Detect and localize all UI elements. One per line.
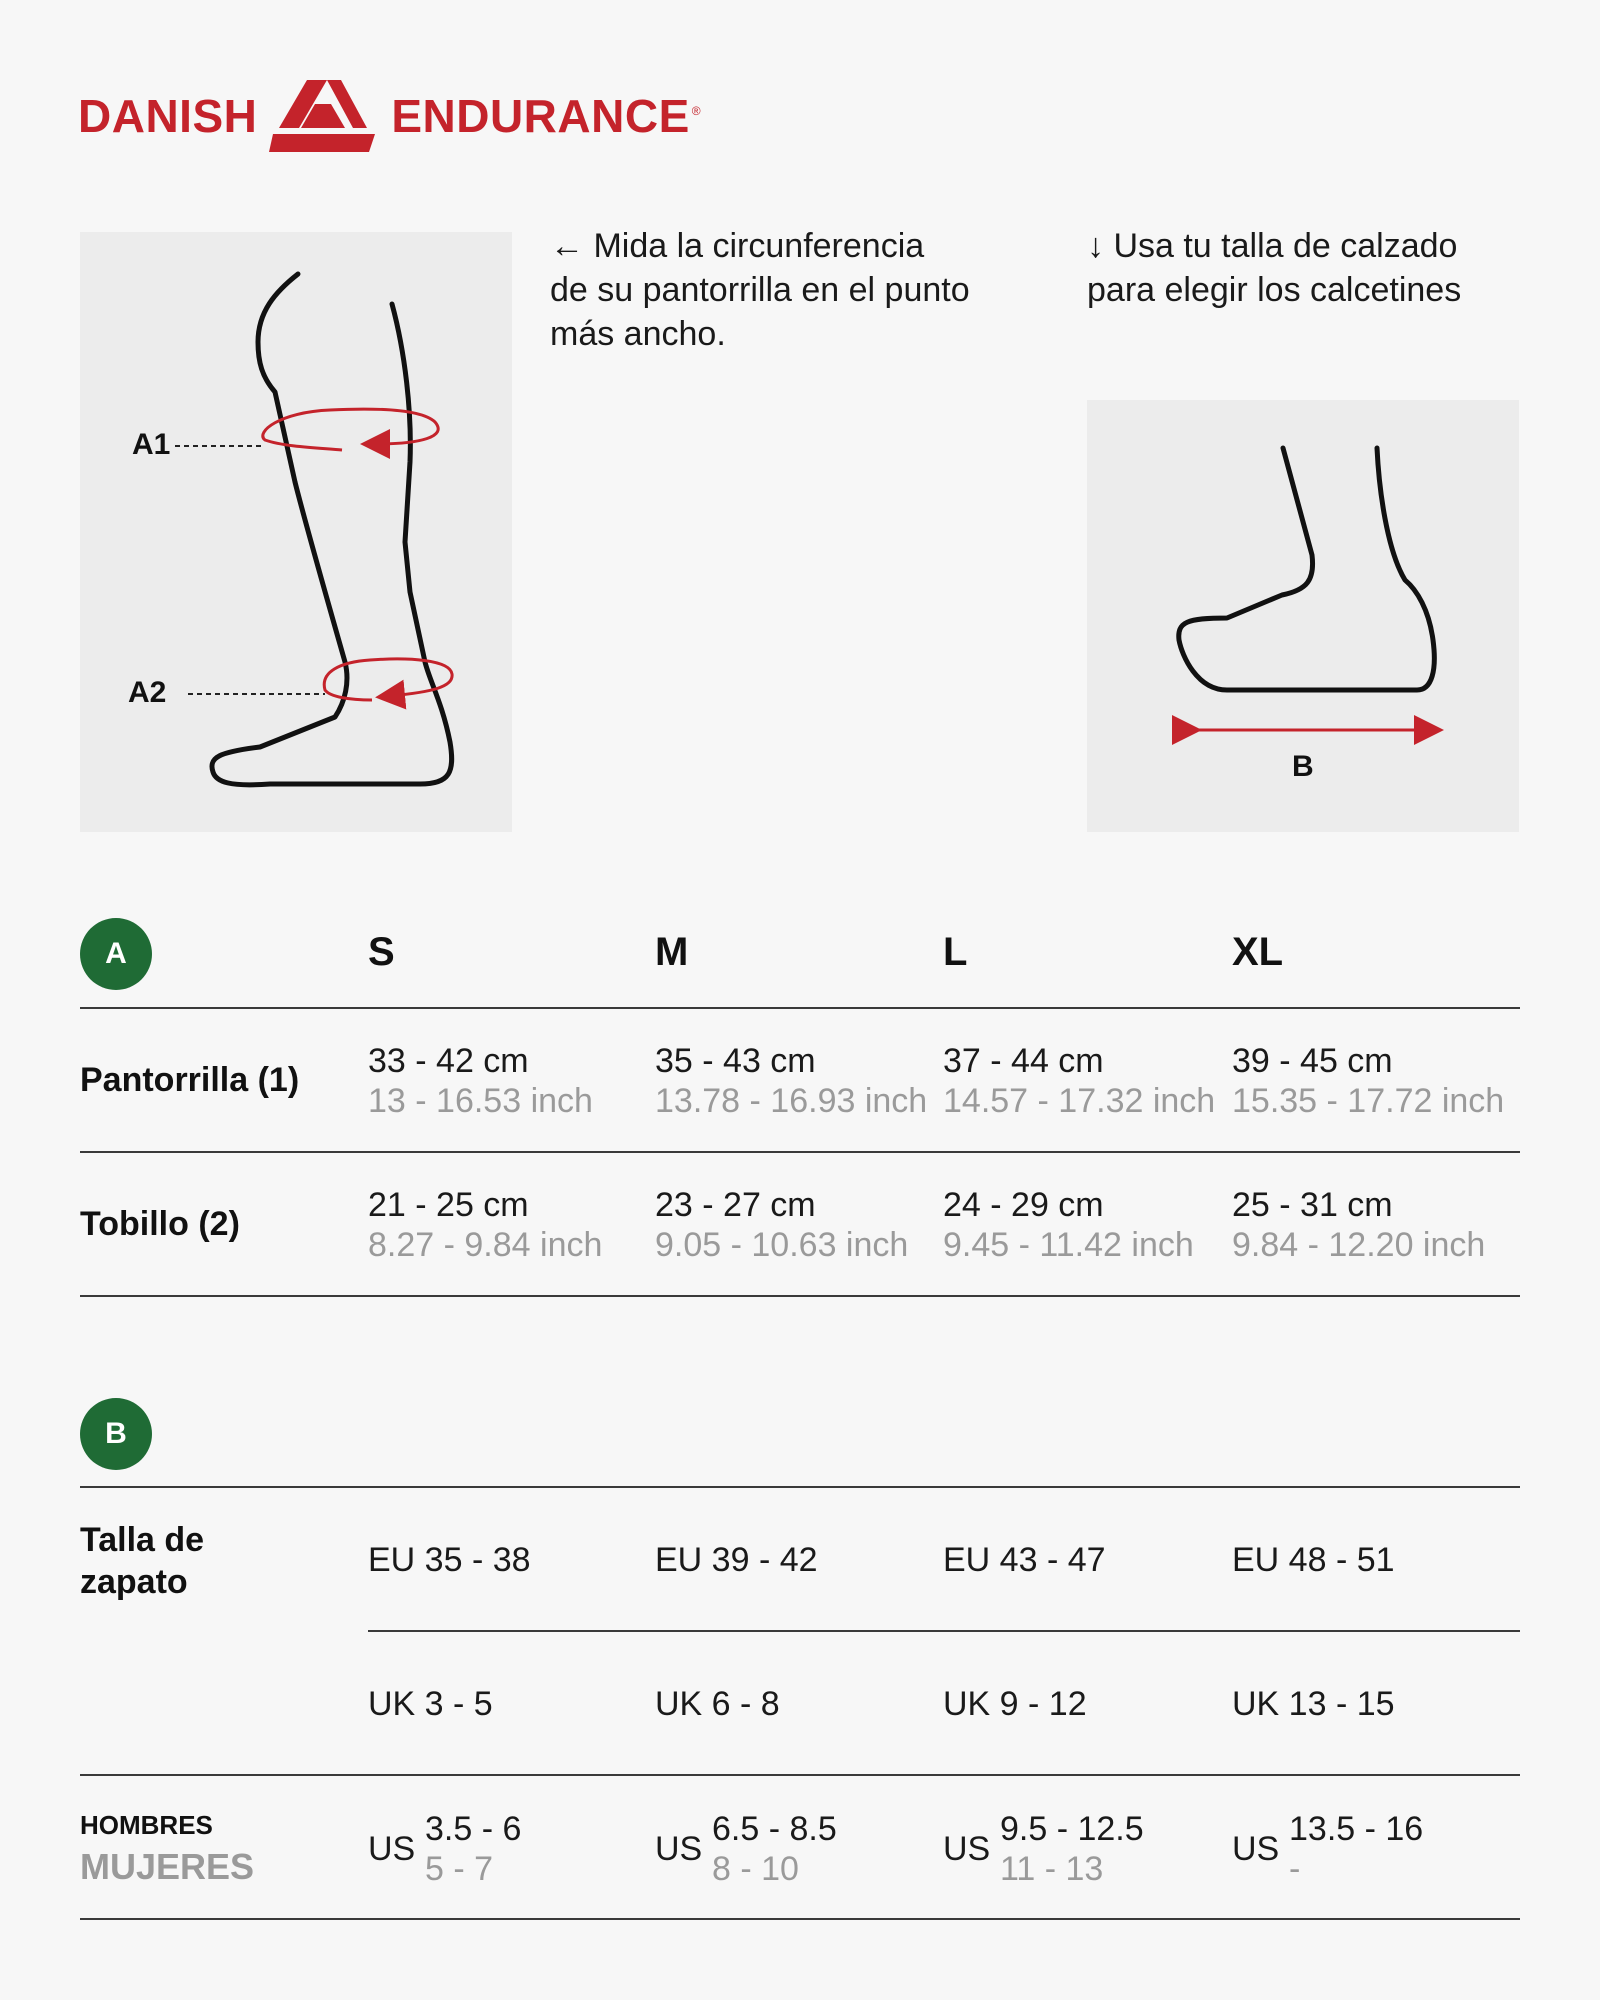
brand-name-left: DANISH bbox=[78, 90, 258, 142]
calf-s-inch: 13 - 16.53 inch bbox=[368, 1082, 593, 1120]
calf-s-cm: 33 - 42 cm bbox=[368, 1042, 529, 1080]
label-a1: A1 bbox=[132, 428, 171, 461]
calf-xl-inch: 15.35 - 17.72 inch bbox=[1232, 1082, 1505, 1120]
leg-outline bbox=[80, 232, 512, 832]
ankle-s-cm: 21 - 25 cm bbox=[368, 1186, 529, 1224]
divider bbox=[80, 1295, 1520, 1297]
uk-size-m: UK 6 - 8 bbox=[655, 1685, 780, 1723]
calf-instruction bbox=[550, 224, 970, 356]
us-prefix: US bbox=[943, 1830, 991, 1868]
ankle-m-cm: 23 - 27 cm bbox=[655, 1186, 816, 1224]
arrow-left-icon: ← bbox=[550, 227, 584, 265]
calf-xl-cm: 39 - 45 cm bbox=[1232, 1042, 1393, 1080]
ankle-s-inch: 8.27 - 9.84 inch bbox=[368, 1226, 603, 1264]
brand-logo bbox=[78, 76, 701, 156]
label-b: B bbox=[1292, 750, 1314, 783]
divider bbox=[80, 1774, 1520, 1776]
divider bbox=[80, 1918, 1520, 1920]
leg-illustration bbox=[80, 232, 512, 832]
foot-illustration bbox=[1087, 400, 1519, 832]
eu-size-s: EU 35 - 38 bbox=[368, 1541, 531, 1579]
row-label-shoe-size: Talla de zapato bbox=[80, 1521, 205, 1601]
us-prefix: US bbox=[368, 1830, 416, 1868]
us-women-m: 8 - 10 bbox=[712, 1850, 799, 1888]
eu-size-l: EU 43 - 47 bbox=[943, 1541, 1106, 1579]
label-men: HOMBRES bbox=[80, 1810, 213, 1840]
eu-size-m: EU 39 - 42 bbox=[655, 1541, 818, 1579]
us-men-m: 6.5 - 8.5 bbox=[712, 1810, 837, 1848]
us-men-l: 9.5 - 12.5 bbox=[1000, 1810, 1144, 1848]
ankle-l-cm: 24 - 29 cm bbox=[943, 1186, 1104, 1224]
us-men-xl: 13.5 - 16 bbox=[1289, 1810, 1424, 1848]
us-prefix: US bbox=[1232, 1830, 1280, 1868]
calf-l-cm: 37 - 44 cm bbox=[943, 1042, 1104, 1080]
ankle-m-inch: 9.05 - 10.63 inch bbox=[655, 1226, 909, 1264]
divider bbox=[80, 1486, 1520, 1488]
us-women-l: 11 - 13 bbox=[1000, 1850, 1104, 1888]
ankle-l-inch: 9.45 - 11.42 inch bbox=[943, 1226, 1194, 1264]
section-a-badge: A bbox=[80, 918, 152, 990]
shoe-instruction bbox=[1087, 224, 1527, 312]
us-men-s: 3.5 - 6 bbox=[425, 1810, 522, 1848]
uk-size-s: UK 3 - 5 bbox=[368, 1685, 493, 1723]
ankle-xl-inch: 9.84 - 12.20 inch bbox=[1232, 1226, 1486, 1264]
shoe-instruction-text: Usa tu talla de calzado para elegir los calcetines bbox=[1087, 227, 1462, 309]
brand-mark-icon bbox=[269, 78, 379, 154]
ankle-xl-cm: 25 - 31 cm bbox=[1232, 1186, 1393, 1224]
registered-mark: ® bbox=[691, 104, 701, 118]
us-women-xl: - bbox=[1289, 1850, 1301, 1888]
us-women-s: 5 - 7 bbox=[425, 1850, 494, 1888]
calf-instruction-text: Mida la circunferencia de su pantorrilla en el punto más ancho. bbox=[550, 227, 970, 353]
row-label-ankle: Tobillo (2) bbox=[80, 1205, 240, 1243]
size-header-m: M bbox=[655, 930, 689, 974]
uk-size-l: UK 9 - 12 bbox=[943, 1685, 1087, 1723]
us-prefix: US bbox=[655, 1830, 703, 1868]
divider bbox=[80, 1007, 1520, 1009]
label-a2: A2 bbox=[128, 676, 167, 709]
row-label-calf: Pantorrilla (1) bbox=[80, 1061, 300, 1099]
uk-size-xl: UK 13 - 15 bbox=[1232, 1685, 1395, 1723]
size-header-s: S bbox=[368, 930, 395, 974]
size-header-l: L bbox=[943, 930, 968, 974]
calf-m-cm: 35 - 43 cm bbox=[655, 1042, 816, 1080]
eu-size-xl: EU 48 - 51 bbox=[1232, 1541, 1395, 1579]
calf-l-inch: 14.57 - 17.32 inch bbox=[943, 1082, 1216, 1120]
brand-name-right: ENDURANCE bbox=[391, 90, 690, 142]
calf-m-inch: 13.78 - 16.93 inch bbox=[655, 1082, 928, 1120]
size-header-xl: XL bbox=[1232, 930, 1284, 974]
divider bbox=[80, 1151, 1520, 1153]
divider bbox=[368, 1630, 1520, 1632]
arrow-down-icon: ↓ bbox=[1087, 227, 1104, 265]
label-women: MUJERES bbox=[80, 1846, 255, 1887]
section-b-badge: B bbox=[80, 1398, 152, 1470]
